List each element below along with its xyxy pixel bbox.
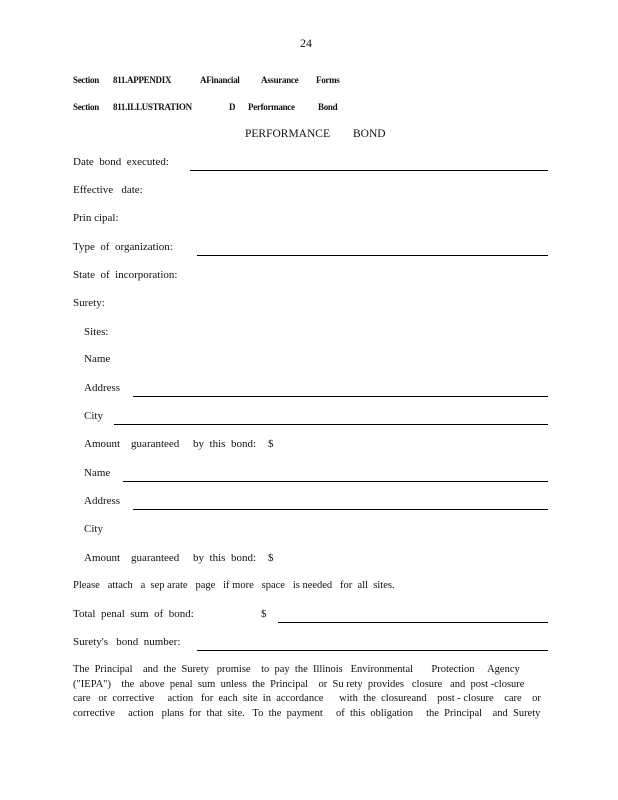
- name-label-2: Name: [84, 467, 111, 479]
- address-line-1[interactable]: [133, 396, 548, 397]
- amount-label-1: Amount guaranteed by this bond:: [84, 438, 257, 450]
- principal-label: Prin cipal:: [73, 212, 119, 224]
- total-penal-label: Total penal sum of bond:: [73, 608, 194, 620]
- organization-type-label: Type of organization:: [73, 241, 173, 253]
- city-line-1[interactable]: [114, 424, 548, 425]
- total-penal-line[interactable]: [278, 622, 548, 623]
- header-section-label-2: Section: [73, 102, 99, 112]
- header-appendix: 811.APPENDIX: [113, 75, 172, 85]
- amount-label-2: Amount guaranteed by this bond:: [84, 552, 257, 564]
- page-title: PERFORMANCE BOND: [245, 128, 386, 140]
- sites-label: Sites:: [84, 326, 109, 338]
- paragraph-line: corrective action plans for that site. To the payment of this obligation the Principal and Surety: [73, 707, 541, 719]
- address-line-2[interactable]: [133, 509, 548, 510]
- organization-type-line[interactable]: [197, 255, 548, 256]
- header-assurance: Assurance: [261, 75, 299, 85]
- attach-note: Please attach a sep arate page if more space is needed for all sites.: [73, 580, 395, 591]
- header-financial: AFinancial: [200, 75, 240, 85]
- surety-bond-number-line[interactable]: [197, 650, 548, 651]
- header-letter-d: D: [229, 102, 236, 112]
- obligation-paragraph: [73, 663, 541, 721]
- city-label-2: City: [84, 523, 103, 535]
- header-forms: Forms: [316, 75, 340, 85]
- paragraph-line: care or corrective action for each site in accordance with the closureand post - closure care or: [73, 693, 541, 704]
- header-illustration: 811.ILLUSTRATION: [113, 102, 192, 112]
- dollar-sign-1: $: [268, 438, 274, 450]
- page-number: 24: [300, 36, 312, 50]
- date-executed-line[interactable]: [190, 170, 548, 171]
- header-bond: Bond: [318, 102, 338, 112]
- paragraph-line: ("IEPA") the above penal sum unless the Principal or Su rety provides closure and post -closure: [73, 678, 525, 690]
- date-executed-label: Date bond executed:: [73, 156, 169, 168]
- effective-date-label: Effective date:: [73, 184, 143, 196]
- dollar-sign-total: $: [261, 608, 267, 620]
- surety-bond-number-label: Surety's bond number:: [73, 636, 181, 648]
- state-incorporation-label: State of incorporation:: [73, 269, 178, 281]
- header-section-label-1: Section: [73, 75, 99, 85]
- city-label-1: City: [84, 410, 103, 422]
- header-performance: Performance: [248, 102, 295, 112]
- name-line-2[interactable]: [123, 481, 548, 482]
- address-label-1: Address: [84, 382, 121, 394]
- paragraph-line: The Principal and the Surety promise to pay the Illinois Environmental Protection Agency: [73, 664, 520, 675]
- name-label-1: Name: [84, 353, 111, 365]
- address-label-2: Address: [84, 495, 121, 507]
- dollar-sign-2: $: [268, 552, 274, 564]
- surety-label: Surety:: [73, 297, 105, 309]
